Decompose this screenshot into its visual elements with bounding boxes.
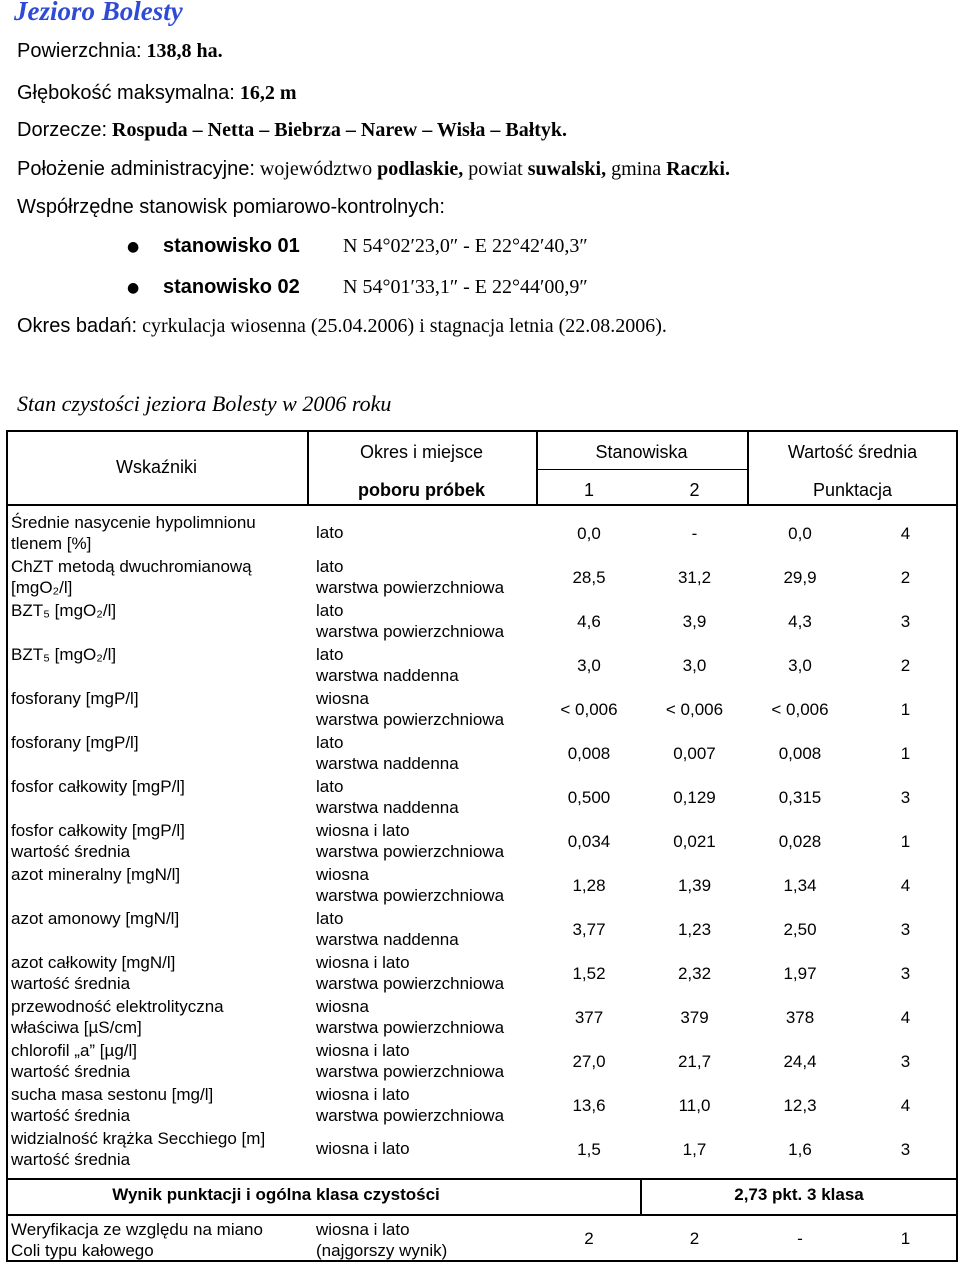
period-season: lato bbox=[316, 777, 344, 796]
points-value: 3 bbox=[900, 788, 911, 807]
header-station-2: 2 bbox=[689, 480, 700, 500]
verification-period-line2: (najgorszy wynik) bbox=[316, 1241, 448, 1260]
mean-value: 0,315 bbox=[778, 788, 822, 807]
station-1-value: 3,0 bbox=[577, 656, 601, 675]
mean-value: 1,34 bbox=[783, 876, 817, 895]
summary-divider bbox=[6, 1178, 958, 1180]
mean-value: 0,028 bbox=[778, 832, 822, 851]
basin-value: Rospuda – Netta – Biebrza – Narew – Wisła – Bałtyk. bbox=[112, 119, 568, 141]
indicator-cell bbox=[11, 996, 224, 1038]
period-cell bbox=[316, 908, 459, 950]
verification-indicator-line2: Coli typu kałowego bbox=[11, 1241, 154, 1260]
station-coordinates: N 54°02′23,0″ - E 22°42′40,3″ bbox=[343, 235, 588, 257]
period-layer: warstwa powierzchniowa bbox=[316, 886, 505, 905]
indicator-cell bbox=[11, 952, 175, 994]
indicator-line: fosforany [mgP/l] bbox=[11, 689, 139, 708]
indicator-line: sucha masa sestonu [mg/l] bbox=[11, 1085, 214, 1104]
indicator-unit-line: tlenem [%] bbox=[11, 534, 92, 553]
points-value: 2 bbox=[900, 656, 911, 675]
period-cell bbox=[316, 820, 504, 862]
indicator-line: fosfor całkowity [mgP/l] bbox=[11, 821, 185, 840]
points-value: 3 bbox=[900, 612, 911, 631]
indicator-unit-line: wartość średnia bbox=[11, 1062, 131, 1081]
points-value: 1 bbox=[900, 744, 911, 763]
period-season: lato bbox=[316, 523, 344, 542]
header-indicators: Wskaźniki bbox=[115, 457, 197, 477]
period-layer: warstwa powierzchniowa bbox=[316, 578, 505, 597]
mean-value: 3,0 bbox=[788, 656, 812, 675]
station-2-value: 3,0 bbox=[682, 656, 707, 675]
station-2-value: 1,7 bbox=[682, 1140, 707, 1159]
indicator-cell bbox=[11, 688, 139, 709]
station-1-value: 13,6 bbox=[572, 1096, 606, 1115]
mean-value: 12,3 bbox=[783, 1096, 817, 1115]
station-1-value: 3,77 bbox=[572, 920, 606, 939]
admin-line bbox=[17, 158, 730, 181]
mean-value: 4,3 bbox=[788, 612, 812, 631]
period-cell bbox=[316, 522, 343, 543]
indicator-line: azot całkowity [mgN/l] bbox=[11, 953, 176, 972]
points-value: 4 bbox=[900, 1008, 911, 1027]
period-season: wiosna i lato bbox=[316, 821, 410, 840]
period-season: wiosna bbox=[316, 689, 369, 708]
indicator-cell bbox=[11, 644, 116, 665]
page-title: Jezioro Bolesty bbox=[14, 0, 183, 26]
station-1-value: 27,0 bbox=[572, 1052, 606, 1071]
station-2-value: 0,007 bbox=[673, 744, 716, 763]
bullet-icon: ● bbox=[127, 280, 140, 296]
indicator-line: przewodność elektrolityczna bbox=[11, 997, 224, 1016]
period-layer: warstwa powierzchniowa bbox=[316, 1018, 505, 1037]
points-value: 3 bbox=[900, 1052, 911, 1071]
station-1-value: 1,5 bbox=[577, 1140, 601, 1159]
mean-value: 29,9 bbox=[783, 568, 817, 587]
station-2-value: < 0,006 bbox=[665, 700, 724, 719]
basin-line bbox=[17, 119, 567, 142]
mean-value: 1,6 bbox=[788, 1140, 812, 1159]
period-cell bbox=[316, 732, 459, 774]
indicator-cell bbox=[11, 820, 185, 862]
mean-value: 2,50 bbox=[783, 920, 817, 939]
indicator-line: BZT₅ [mgO₂/l] bbox=[11, 645, 117, 664]
header-points: Punktacja bbox=[812, 480, 893, 500]
period-season: wiosna i lato bbox=[316, 953, 410, 972]
header-stations: Stanowiska bbox=[595, 442, 688, 462]
coords-label: Współrzędne stanowisk pomiarowo-kontrolnych: bbox=[17, 196, 445, 218]
indicator-line: widzialność krążka Secchiego [m] bbox=[11, 1129, 266, 1148]
area-label: Powierzchnia: bbox=[17, 40, 142, 62]
period-cell bbox=[316, 1084, 504, 1126]
summary-points: 2,73 pkt. bbox=[734, 1185, 803, 1204]
station-2-value: 3,9 bbox=[682, 612, 707, 631]
points-value: 2 bbox=[900, 568, 911, 587]
period-layer: warstwa powierzchniowa bbox=[316, 1062, 505, 1081]
indicator-cell bbox=[11, 732, 139, 753]
station-1-value: 28,5 bbox=[572, 568, 606, 587]
admin-voivodeship-prefix: województwo bbox=[259, 158, 373, 180]
points-value: 4 bbox=[900, 524, 911, 543]
station-2-value: 0,021 bbox=[673, 832, 716, 851]
header-period-bottom: poboru próbek bbox=[358, 480, 485, 500]
indicator-cell bbox=[11, 556, 252, 598]
admin-voivodeship: podlaskie, bbox=[377, 158, 464, 180]
verification-indicator-line1: Weryfikacja ze względu na miano bbox=[11, 1220, 263, 1239]
indicator-unit-line: wartość średnia bbox=[11, 974, 131, 993]
header-period-top: Okres i miejsce bbox=[359, 442, 484, 462]
period-layer: warstwa naddenna bbox=[316, 754, 459, 773]
indicator-unit-line: właściwa [µS/cm] bbox=[11, 1018, 142, 1037]
period-season: lato bbox=[316, 733, 344, 752]
period-cell bbox=[316, 556, 504, 598]
station-name: stanowisko 02 bbox=[163, 276, 300, 298]
period-season: lato bbox=[316, 601, 344, 620]
station-name: stanowisko 01 bbox=[163, 235, 300, 257]
period-cell bbox=[316, 1040, 504, 1082]
admin-county-prefix: powiat bbox=[468, 158, 523, 180]
points-value: 1 bbox=[900, 832, 911, 851]
summary-result bbox=[640, 1185, 958, 1205]
points-value: 1 bbox=[900, 700, 911, 719]
indicator-line: fosforany [mgP/l] bbox=[11, 733, 139, 752]
indicator-line: chlorofil „a” [µg/l] bbox=[11, 1041, 137, 1060]
verification-period-line1: wiosna i lato bbox=[316, 1220, 410, 1239]
period-cell bbox=[316, 776, 459, 818]
points-value: 3 bbox=[900, 920, 911, 939]
verification-indicator bbox=[11, 1219, 263, 1261]
period-cell bbox=[316, 996, 504, 1038]
indicator-unit-line: [mgO₂/l] bbox=[11, 578, 73, 597]
indicator-line: fosfor całkowity [mgP/l] bbox=[11, 777, 185, 796]
indicator-line: Średnie nasycenie hypolimnionu bbox=[11, 513, 256, 532]
water-quality-table bbox=[6, 430, 958, 1262]
indicator-line: azot mineralny [mgN/l] bbox=[11, 865, 181, 884]
points-value: 3 bbox=[900, 964, 911, 983]
basin-label: Dorzecze: bbox=[17, 119, 108, 141]
period-cell bbox=[316, 1138, 410, 1159]
station-2-value: 1,39 bbox=[677, 876, 712, 895]
area-value: 138,8 ha. bbox=[146, 40, 223, 62]
mean-value: 378 bbox=[785, 1008, 815, 1027]
station-1-value: 0,500 bbox=[567, 788, 611, 807]
mean-value: < 0,006 bbox=[771, 700, 829, 719]
station-2-value: - bbox=[691, 524, 698, 543]
indicator-unit-line: wartość średnia bbox=[11, 1150, 131, 1169]
station-2-value: 21,7 bbox=[677, 1052, 712, 1071]
indicator-unit-line: wartość średnia bbox=[11, 842, 131, 861]
station-1-value: 4,6 bbox=[577, 612, 601, 631]
period-layer: warstwa naddenna bbox=[316, 798, 459, 817]
indicator-cell bbox=[11, 1040, 137, 1082]
period-layer: warstwa powierzchniowa bbox=[316, 622, 505, 641]
verification-points: 1 bbox=[900, 1229, 911, 1248]
period-season: wiosna i lato bbox=[316, 1041, 410, 1060]
station-1-value: 1,52 bbox=[572, 964, 606, 983]
station-1-value: 1,28 bbox=[572, 876, 606, 895]
station-1-value: 0,0 bbox=[577, 524, 601, 543]
coords-line bbox=[17, 196, 445, 219]
verification-station-1: 2 bbox=[584, 1229, 594, 1248]
period-season: lato bbox=[316, 909, 344, 928]
period-season: wiosna i lato bbox=[316, 1085, 410, 1104]
period-season: wiosna bbox=[316, 865, 369, 884]
period-cell bbox=[316, 864, 504, 906]
period-cell bbox=[316, 644, 459, 686]
station-2-value: 0,129 bbox=[673, 788, 716, 807]
indicator-cell bbox=[11, 1128, 265, 1170]
table-caption: Stan czystości jeziora Bolesty w 2006 roku bbox=[17, 391, 392, 416]
period-season: wiosna bbox=[316, 997, 369, 1016]
period-cell bbox=[316, 600, 504, 642]
indicator-cell bbox=[11, 776, 185, 797]
mean-value: 24,4 bbox=[783, 1052, 817, 1071]
header-divider bbox=[6, 504, 958, 506]
period-season: wiosna i lato bbox=[316, 1139, 410, 1158]
period-cell bbox=[316, 952, 504, 994]
depth-line bbox=[17, 82, 297, 105]
admin-label: Położenie administracyjne: bbox=[17, 158, 255, 180]
points-value: 4 bbox=[900, 876, 911, 895]
points-value: 4 bbox=[900, 1096, 911, 1115]
summary-class: 3 klasa bbox=[807, 1185, 864, 1204]
depth-value: 16,2 m bbox=[239, 82, 297, 104]
indicator-line: ChZT metodą dwuchromianową bbox=[11, 557, 252, 576]
area-line bbox=[17, 40, 223, 63]
summary-divider bbox=[6, 1214, 958, 1216]
period-layer: warstwa powierzchniowa bbox=[316, 842, 505, 861]
period-layer: warstwa powierzchniowa bbox=[316, 710, 505, 729]
indicator-cell bbox=[11, 1084, 213, 1126]
verification-period bbox=[316, 1219, 447, 1261]
station-2-value: 1,23 bbox=[677, 920, 712, 939]
period-season: lato bbox=[316, 557, 344, 576]
station-2-value: 379 bbox=[680, 1008, 709, 1027]
period-cell bbox=[316, 688, 504, 730]
period-season: lato bbox=[316, 645, 344, 664]
indicator-unit-line: wartość średnia bbox=[11, 1106, 131, 1125]
indicator-line: azot amonowy [mgN/l] bbox=[11, 909, 180, 928]
station-1-value: 0,008 bbox=[567, 744, 611, 763]
points-value: 3 bbox=[900, 1140, 911, 1159]
station-2-value: 11,0 bbox=[678, 1096, 711, 1115]
period-layer: warstwa powierzchniowa bbox=[316, 974, 505, 993]
station-coordinates: N 54°01′33,1″ - E 22°44′00,9″ bbox=[343, 276, 588, 298]
verification-station-2: 2 bbox=[689, 1229, 700, 1248]
period-label: Okres badań: bbox=[17, 315, 138, 337]
period-layer: warstwa powierzchniowa bbox=[316, 1106, 505, 1125]
indicator-cell bbox=[11, 864, 180, 885]
admin-county: suwalski, bbox=[527, 158, 607, 180]
station-1-value: 0,034 bbox=[567, 832, 611, 851]
summary-label: Wynik punktacji i ogólna klasa czystości bbox=[112, 1185, 440, 1204]
mean-value: 1,97 bbox=[783, 964, 817, 983]
period-layer: warstwa naddenna bbox=[316, 930, 459, 949]
bullet-icon: ● bbox=[127, 239, 140, 255]
admin-commune-prefix: gmina bbox=[611, 158, 662, 180]
mean-value: 0,0 bbox=[788, 524, 812, 543]
station-2-value: 31,2 bbox=[677, 568, 712, 587]
indicator-cell bbox=[11, 512, 256, 554]
station-2-value: 2,32 bbox=[677, 964, 712, 983]
period-line bbox=[17, 315, 667, 338]
indicator-cell bbox=[11, 908, 179, 929]
station-1-value: 377 bbox=[574, 1008, 604, 1027]
mean-value: 0,008 bbox=[778, 744, 822, 763]
indicator-cell bbox=[11, 600, 116, 621]
verification-mean: - bbox=[797, 1229, 803, 1248]
depth-label: Głębokość maksymalna: bbox=[17, 82, 235, 104]
header-divider bbox=[536, 469, 747, 470]
period-layer: warstwa naddenna bbox=[316, 666, 459, 685]
header-mean: Wartość średnia bbox=[787, 442, 918, 462]
header-station-1: 1 bbox=[583, 480, 594, 500]
station-1-value: < 0,006 bbox=[560, 700, 618, 719]
indicator-line: BZT₅ [mgO₂/l] bbox=[11, 601, 117, 620]
admin-commune: Raczki. bbox=[666, 158, 730, 180]
period-value: cyrkulacja wiosenna (25.04.2006) i stagnacja letnia (22.08.2006). bbox=[142, 315, 667, 337]
